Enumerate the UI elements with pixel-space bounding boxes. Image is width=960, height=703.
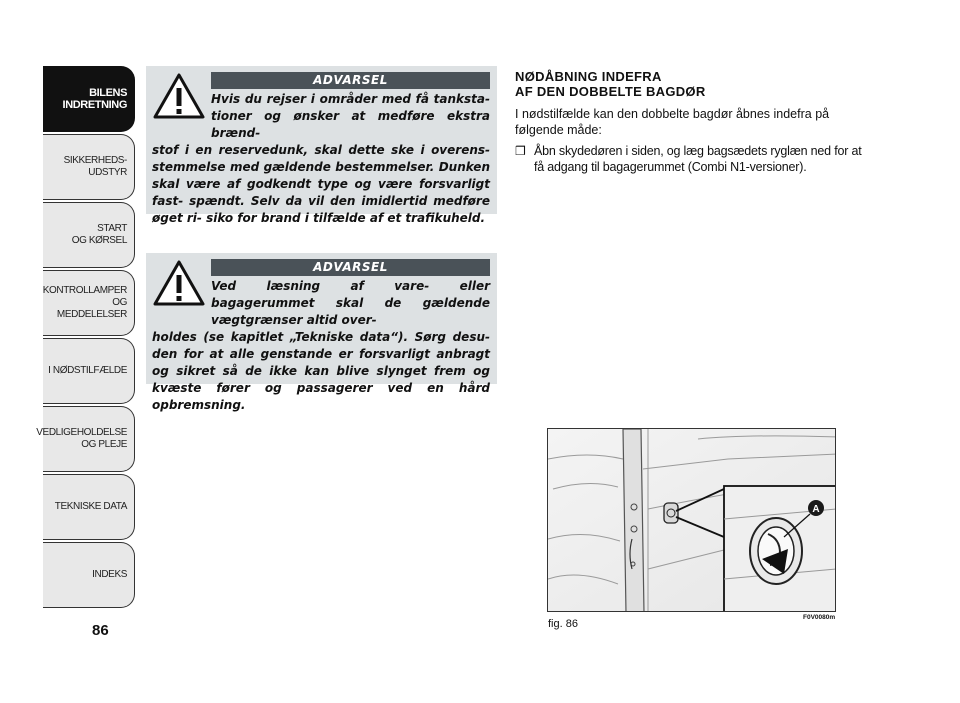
tab-vedligeholdelse[interactable] <box>36 406 135 472</box>
warning-text-indented: Ved læsning af vare- eller bagagerummet skal de gældende vægtgrænser altid over- <box>211 279 490 327</box>
warning-triangle-icon <box>152 259 206 307</box>
warning-triangle-icon <box>152 72 206 120</box>
tab-label: SIKKERHEDS- UDSTYR <box>63 155 127 178</box>
warning-text-indented: Hvis du rejser i områder med få tanksta- tioner og ønsker at medføre ekstra brænd- <box>211 92 490 140</box>
tab-label: TEKNISKE DATA <box>54 501 127 512</box>
tab-kontrollamper[interactable] <box>43 270 135 336</box>
warning-box-load <box>146 253 497 412</box>
tab-i-nodstilfaelde[interactable] <box>43 338 135 404</box>
tab-label: BILENS INDRETNING <box>62 87 127 111</box>
tab-sikkerhedsudstyr[interactable] <box>43 134 135 200</box>
tab-label: INDEKS <box>92 569 127 580</box>
section-intro: I nødstilfælde kan den dobbelte bagdør åbnes indefra på følgende måde: <box>515 107 830 137</box>
tab-label: VEDLIGEHOLDELSE OG PLEJE <box>36 427 127 450</box>
door-interior-illustration <box>548 429 836 612</box>
warning-text-rest: holdes (se kapitlet „Tekniske data“). Sørg desu- den for at alle genstande er forsvarligt anbragt og sikret så de ikke kan blive slynget frem og kvæste fører og passagerer ved en hård opbremsning. <box>152 330 490 412</box>
warning-text-rest: stof i en reservedunk, skal dette ske i overens- stemmelse med gældende bestemmelser. Dunken skal være af godkendt type og være forsvarligt fast- spændt. Selv da vil den imidlertid medføre øget ri- siko for brand i tilfælde af et trafikuheld. <box>152 143 490 225</box>
warning-heading: ADVARSEL <box>211 72 490 89</box>
section-title-line-1: NØDÅBNING INDEFRA <box>515 69 662 84</box>
tab-start-og-korsel[interactable] <box>43 202 135 268</box>
chapter-tabs <box>36 66 135 610</box>
page-number: 86 <box>92 622 109 639</box>
checkbox-bullet-icon: ❒ <box>515 144 526 158</box>
warning-heading: ADVARSEL <box>211 259 490 276</box>
callout-label: A <box>812 504 820 515</box>
tab-tekniske-data[interactable] <box>43 474 135 540</box>
tab-label: START OG KØRSEL <box>71 223 127 246</box>
section-emergency-opening <box>515 69 870 175</box>
warning-box-fuel <box>146 66 497 225</box>
instruction-text: Åbn skydedøren i siden, og læg bagsædets ryglæn ned for at få adgang til bagagerummet (Combi N1-versioner). <box>534 144 862 174</box>
instruction-item <box>515 144 870 175</box>
figure-code: F0V0080m <box>803 614 836 621</box>
figure-door-release <box>547 428 836 612</box>
tab-label: I NØDSTILFÆLDE <box>48 365 127 376</box>
section-title-line-2: AF DEN DOBBELTE BAGDØR <box>515 84 706 99</box>
tab-bilens-indretning[interactable] <box>43 66 135 132</box>
tab-label: KONTROLLAMPER OG MEDDELELSER <box>42 285 127 320</box>
tab-indeks[interactable] <box>43 542 135 608</box>
figure-caption: fig. 86 <box>548 618 578 630</box>
